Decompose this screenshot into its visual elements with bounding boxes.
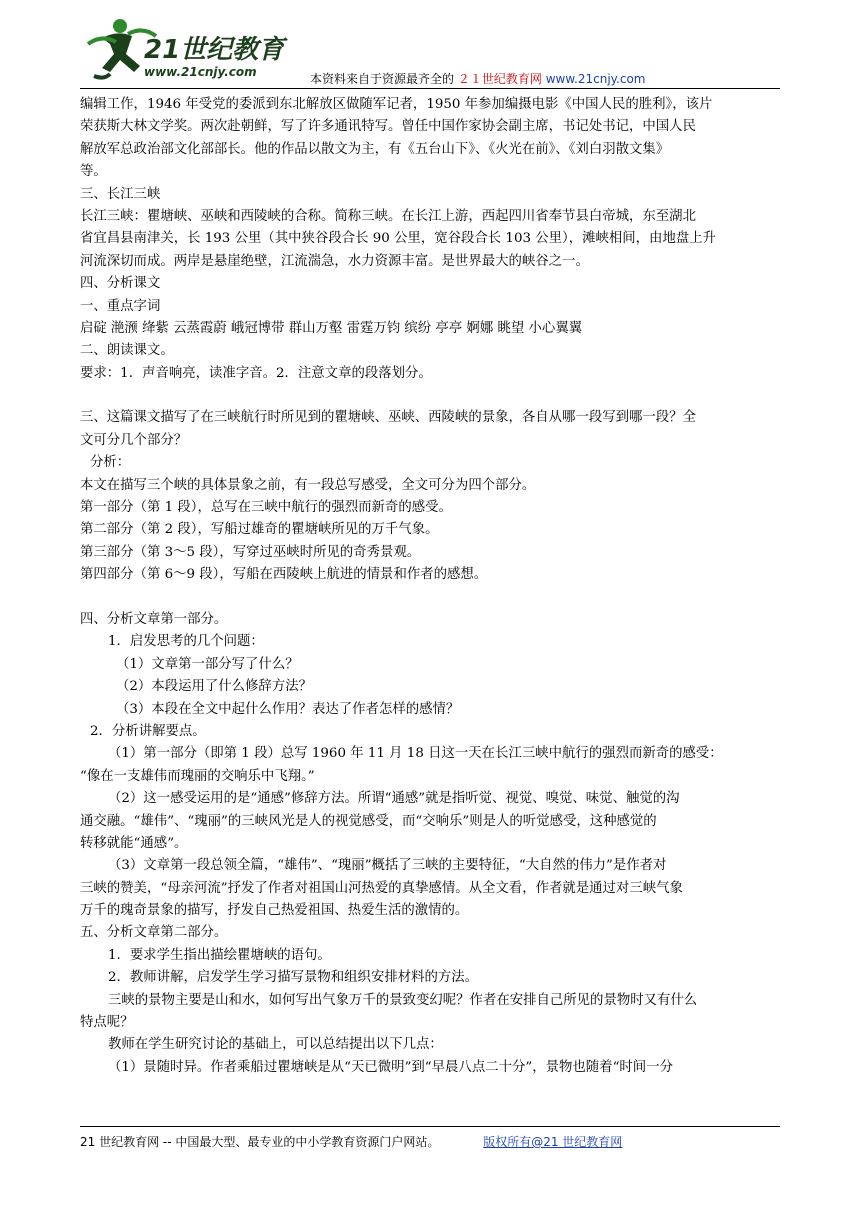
text-line: （2）这一感受运用的是“通感”修辞方法。所谓“通感”就是指听觉、视觉、嗅觉、味觉、触觉的沟 [108, 791, 680, 807]
text-line: 通交融。“雄伟”、“瑰丽”的三峡风光是人的视觉感受，而“交响乐”则是人的听觉感受，这种感觉的 [80, 813, 657, 829]
text-line: 编辑工作，1946 年受党的委派到东北解放区做随军记者，1950 年参加编摄电影《中国人民的胜利》，该片 [80, 97, 713, 112]
section-heading: 二、朗读课文。 [80, 343, 174, 359]
logo-url: www.21cnjy.com [144, 65, 257, 79]
header-divider [80, 88, 780, 89]
logo-wordmark: 21世纪教育 [144, 35, 285, 65]
footer-tagline: 21 世纪教育网 -- 中国最大型、最专业的中小学教育资源门户网站。 [80, 1135, 440, 1149]
text-line: 教师在学生研究讨论的基础上，可以总结提出以下几点： [108, 1037, 443, 1053]
text-line: （1）景随时异。作者乘船过瞿塘峡是从“天已微明”到“早晨八点二十分”，景物也随着“时间一分 [108, 1059, 673, 1075]
text-line: （3）本段在全文中起什么作用？表达了作者怎样的感情？ [116, 701, 460, 717]
header-note-site[interactable]: www.21cnjy.com [545, 72, 646, 86]
text-line: 长江三峡：瞿塘峡、巫峡和西陵峡的合称。简称三峡。在长江上游，西起四川省奉节县白帝城，东至湖北 [80, 208, 696, 224]
text-line: 万千的瑰奇景象的描写，抒发自己热爱祖国、热爱生活的激情的。 [80, 903, 469, 919]
section-heading: 五、分析文章第二部分。 [80, 925, 228, 941]
text-line: 要求：1．声音响亮，读准字音。2．注意文章的段落划分。 [80, 365, 432, 381]
blank-line [80, 587, 780, 609]
page-header [80, 14, 780, 92]
text-line: 第四部分（第 6～9 段），写船在西陵峡上航进的情景和作者的感想。 [80, 567, 488, 583]
text-line: （2）本段运用了什么修辞方法？ [116, 679, 312, 695]
document-body [80, 94, 780, 1079]
text-line: 第二部分（第 2 段），写船过雄奇的瞿塘峡所见的万千气象。 [80, 522, 439, 538]
text-line: 三峡的赞美，“母亲河流”抒发了作者对祖国山河热爱的真挚感情。从全文看，作者就是通过对三峡气象 [80, 880, 683, 896]
header-note-brand: ２１世纪教育网 [457, 72, 542, 86]
section-heading: 四、分析课文 [80, 276, 161, 292]
section-heading: 三、长江三峡 [80, 186, 161, 202]
text-line: 2．分析讲解要点。 [90, 723, 206, 739]
page-footer [80, 1126, 780, 1150]
text-line: 2．教师讲解，启发学生学习描写景物和组织安排材料的方法。 [108, 970, 479, 986]
text-line: （1）文章第一部分写了什么？ [116, 656, 299, 672]
text-line: （1）第一部分（即第 1 段）总写 1960 年 11 月 18 日这一天在长江三峡中航行的强烈而新奇的感受： [108, 746, 723, 762]
text-line: 本文在描写三个峡的具体景象之前，有一段总写感受，全文可分为四个部分。 [80, 477, 536, 493]
logo [80, 14, 320, 90]
blank-line [80, 385, 780, 407]
text-line: 文可分几个部分？ [80, 432, 188, 448]
text-line: 1．要求学生指出描绘瞿塘峡的语句。 [108, 947, 331, 963]
text-line: 省宜昌县南津关，长 193 公里（其中狭谷段合长 90 公里，宽谷段合长 103 公里），滩峡相间，由地盘上升 [80, 231, 717, 247]
text-line: 荣获斯大林文学奖。两次赴朝鲜，写了许多通讯特写。曾任中国作家协会副主席，书记处书记，中国人民 [80, 119, 696, 135]
text-line: 河流深切而成。两岸是悬崖绝壁，江流湍急，水力资源丰富。是世界最大的峡谷之一。 [80, 253, 589, 269]
text-line: 第三部分（第 3～5 段），写穿过巫峡时所见的奇秀景观。 [80, 544, 421, 560]
text-line: 转移就能“通感”。 [80, 835, 188, 851]
text-line: 等。 [80, 164, 107, 180]
text-line: 1．启发思考的几个问题： [108, 634, 264, 650]
text-line: （3）文章第一段总领全篇，“雄伟”、“瑰丽”概括了三峡的主要特征，“大自然的伟力”是作者对 [108, 858, 667, 874]
text-line: 解放军总政治部文化部部长。他的作品以散文为主，有《五台山下》、《火光在前》、《刘白羽散文集》 [80, 141, 670, 157]
section-heading: 四、分析文章第一部分。 [80, 611, 228, 627]
footer-text [80, 1133, 780, 1150]
text-line: 第一部分（第 1 段），总写在三峡中航行的强烈而新奇的感受。 [80, 500, 452, 516]
section-heading: 一、重点字词 [80, 298, 161, 314]
text-line: 分析： [90, 455, 131, 471]
text-line: 三峡的景物主要是山和水，如何写出气象万千的景致变幻呢？作者在安排自己所见的景物时又有什么 [108, 992, 698, 1008]
footer-divider [80, 1126, 780, 1127]
text-line: 启碇 滟滪 绛紫 云蒸霞蔚 峨冠博带 群山万壑 雷霆万钧 缤纷 亭亭 婀娜 眺望 小心翼翼 [80, 320, 583, 336]
text-line: “像在一支雄伟而瑰丽的交响乐中飞翔。” [80, 768, 315, 784]
copyright-link[interactable]: 版权所有@21 世纪教育网 [483, 1135, 623, 1149]
header-note [310, 70, 645, 87]
header-note-prefix: 本资料来自于资源最齐全的 [310, 72, 455, 86]
text-line: 三、这篇课文描写了在三峡航行时所见到的瞿塘峡、巫峡、西陵峡的景象，各自从哪一段写到哪一段？全 [80, 410, 696, 426]
text-line: 特点呢？ [80, 1015, 134, 1031]
